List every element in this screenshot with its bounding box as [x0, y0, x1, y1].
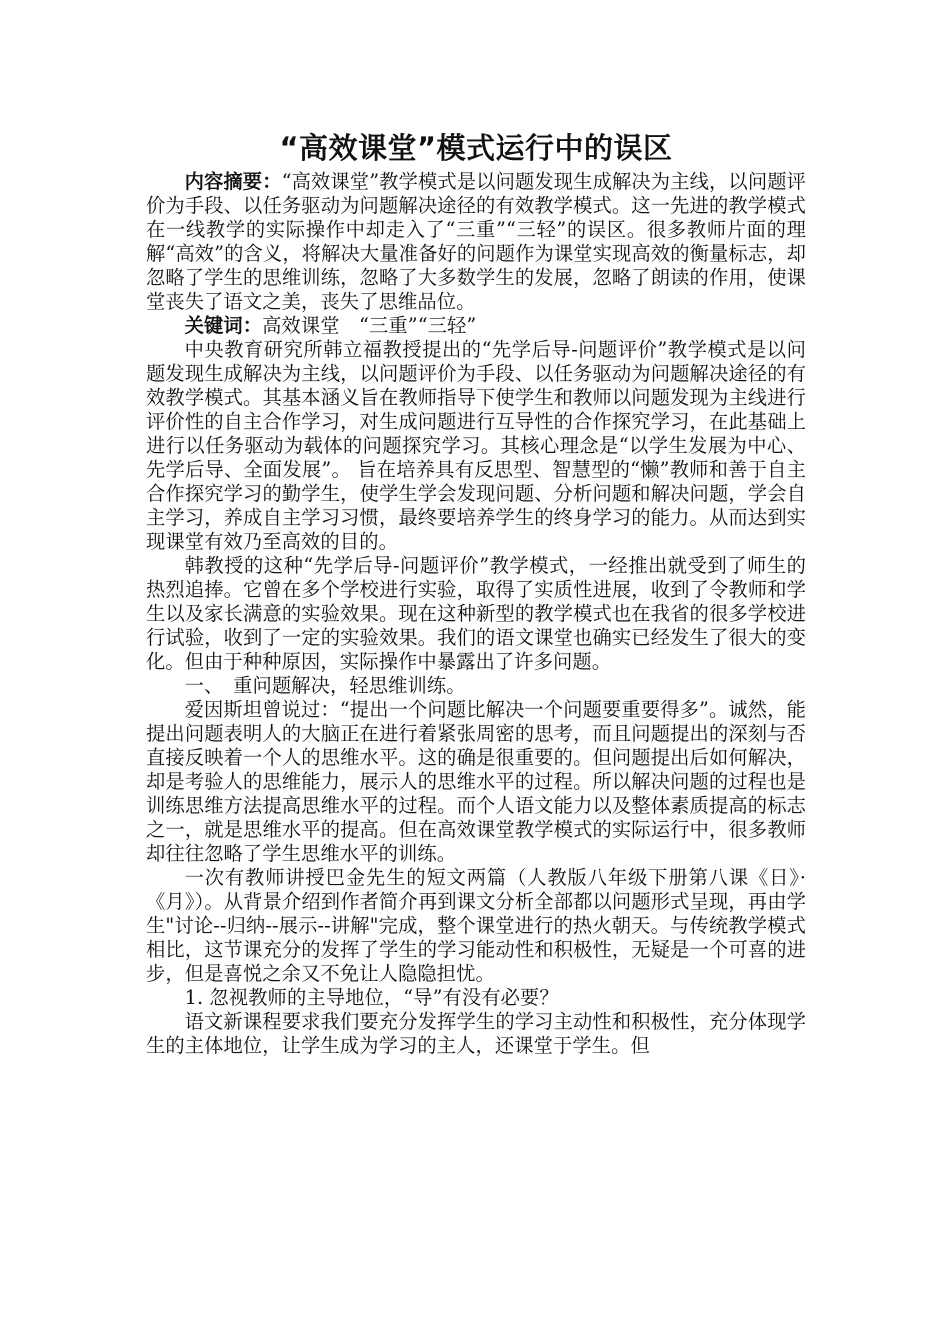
body-paragraph-curriculum: 语文新课程要求我们要充分发挥学生的学习主动性和积极性，充分体现学生的主体地位，让学生成为学习的主人，还课堂于学生。但: [146, 1010, 806, 1057]
body-paragraph-intro: 中央教育研究所韩立福教授提出的“先学后导-问题评价”教学模式是以问题发现生成解决为主线，以问题评价为手段、以任务驱动为问题解决途径的有效教学模式。其基本涵义旨在教师指导下使学生和教师以问题发现为主线进行评价性的自主合作学习，对生成问题进行互导性的合作探究学习，在此基础上进行以任务驱动为载体的问题探究学习。其核心理念是“以学生发展为中心、先学后导、全面发展”。 旨在培养具有反思型、智慧型的“懒”教师和善于自主合作探究学习的勤学生，使学生学会发现问题、分析问题和解决问题，学会自主学习，养成自主学习习惯，最终要培养学生的终身学习的能力。从而达到实现课堂有效乃至高效的目的。: [146, 338, 806, 553]
body-paragraph-example: 一次有教师讲授巴金先生的短文两篇（人教版八年级下册第八课《日》·《月》）。从背景介绍到作者简介再到课文分析全部都以问题形式呈现，再由学生"讨论--归纳--展示--讲解"完成，整个课堂进行的热火朝天。与传统教学模式相比，这节课充分的发挥了学生的学习能动性和积极性，无疑是一个可喜的进步，但是喜悦之余又不免让人隐隐担忧。: [146, 866, 806, 985]
subsection-heading-1: 1. 忽视教师的主导地位，“导”有没有必要？: [184, 986, 559, 1009]
keywords-paragraph: [146, 314, 806, 338]
body-paragraph-adoption: 韩教授的这种“先学后导-问题评价”教学模式，一经推出就受到了师生的热烈追捧。它曾在多个学校进行实验，取得了实质性进展，收到了令教师和学生以及家长满意的实验效果。现在这种新型的教学模式也在我省的很多学校进行试验，收到了一定的实验效果。我们的语文课堂也确实已经发生了很大的变化。但由于种种原因，实际操作中暴露出了许多问题。: [146, 554, 806, 673]
keywords-text: 高效课堂 “三重”“三轻”: [262, 314, 477, 337]
abstract-label: 内容摘要：: [184, 170, 282, 193]
document-title: “高效课堂”模式运行中的误区: [279, 131, 673, 165]
abstract-paragraph: [146, 170, 806, 314]
document-page: [146, 128, 806, 1058]
keywords-label: 关键词：: [184, 314, 263, 337]
abstract-text: “高效课堂”教学模式是以问题发现生成解决为主线，以问题评价为手段、以任务驱动为问题解决途径的有效教学模式。这一先进的教学模式在一线教学的实际操作中却走入了“三重”“三轻”的误区。很多教师片面的理解“高效”的含义，将解决大量准备好的问题作为课堂实现高效的衡量标志，却忽略了学生的思维训练，忽略了大多数学生的发展，忽略了朗读的作用，使课堂丧失了语文之美，丧失了思维品位。: [146, 170, 807, 313]
section-heading-1: 一、 重问题解决，轻思维训练。: [184, 674, 466, 697]
body-paragraph-einstein: 爱因斯坦曾说过：“提出一个问题比解决一个问题要重要得多”。诚然，能提出问题表明人的大脑正在进行着紧张周密的思考，而且问题提出的深刻与否直接反映着一个人的思维水平。这的确是很重要的。但问题提出后如何解决，却是考验人的思维能力，展示人的思维水平的过程。所以解决问题的过程也是训练思维方法提高思维水平的过程。而个人语文能力以及整体素质提高的标志之一，就是思维水平的提高。但在高效课堂教学模式的实际运行中，很多教师却往往忽略了学生思维水平的训练。: [146, 698, 806, 865]
